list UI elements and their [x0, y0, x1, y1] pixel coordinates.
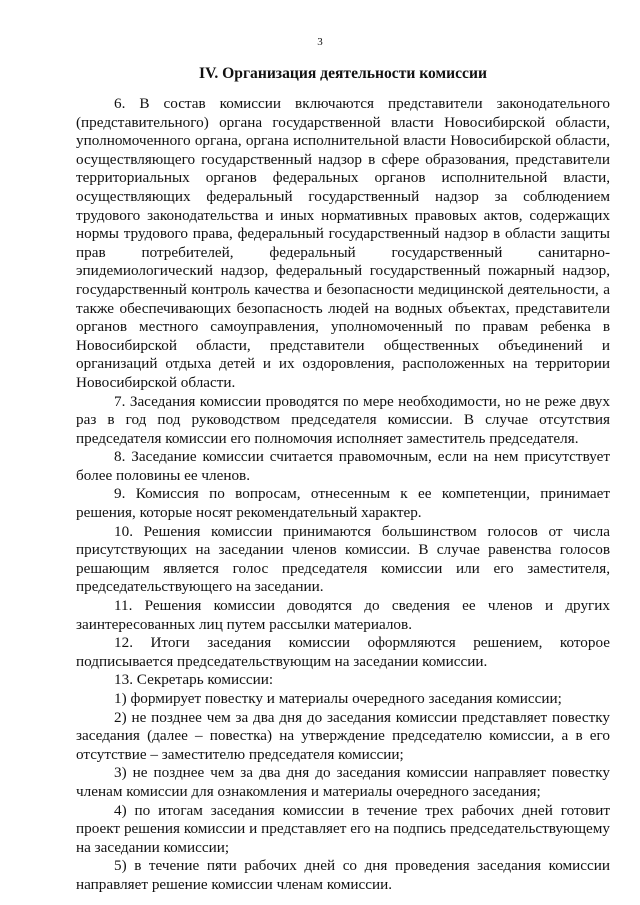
paragraph-11: 11. Решения комиссии доводятся до сведения ее членов и других заинтересованных лиц путем рассылки материалов.	[76, 597, 610, 633]
paragraph-13: 13. Секретарь комиссии:	[114, 671, 274, 689]
paragraph-6: 6. В состав комиссии включаются представители законодательного (представительного) органа государственной власти Новосибирской области, уполномоченного органа, органа исполнительной власти Новосибирской области, осуществляющего государственный надзор в сфере образования, представители территориальных органов федеральных органов исполнительной власти, осуществляющих федеральный государственный надзор за соблюдением трудового законодательства и иных нормативных правовых актов, содержащих нормы трудового права, федеральный государственный надзор в области защиты прав потребителей, федеральный государственный санитарно-эпидемиологический надзор, федеральный государственный пожарный надзор, государственный контроль качества и безопасности медицинской деятельности, а также обеспечивающих безопасность людей на водных объектах, представители органов местного самоуправления, уполномоченный по правам ребенка в Новосибирской области, представители общественных объединений и организаций отдыха детей и их оздоровления, расположенных на территории Новосибирской области.	[76, 95, 610, 391]
document-body	[76, 95, 610, 895]
list-item-2: 2) не позднее чем за два дня до заседания комиссии представляет повестку заседания (далее – повестка) на утверждение председателю комиссии, а в его отсутствие – заместителю председателя комиссии;	[76, 708, 610, 763]
list-item-3: 3) не позднее чем за два дня до заседания комиссии направляет повестку членам комиссии для ознакомления и материалы очередного заседания;	[76, 764, 610, 800]
list-item-1: 1) формирует повестку и материалы очередного заседания комиссии;	[114, 690, 562, 707]
list-item-4: 4) по итогам заседания комиссии в течение трех рабочих дней готовит проект решения комиссии и представляет его на подпись председательствующему на заседании комиссии;	[76, 801, 610, 856]
paragraph-12: 12. Итоги заседания комиссии оформляются решением, которое подписывается председательствующим на заседании комиссии.	[76, 634, 610, 670]
paragraph-7: 7. Заседания комиссии проводятся по мере необходимости, но не реже двух раз в год под руководством председателя комиссии. В случае отсутствия председателя комиссии его полномочия исполняет заместитель председателя.	[76, 392, 610, 447]
page-number: 3	[317, 36, 323, 48]
paragraph-9: 9. Комиссия по вопросам, отнесенным к ее компетенции, принимает решения, которые носят рекомендательный характер.	[76, 485, 610, 522]
paragraph-8: 8. Заседание комиссии считается правомочным, если на нем присутствует более половины ее членов.	[76, 448, 610, 484]
section-title: IV. Организация деятельности комиссии	[199, 65, 487, 82]
paragraph-10: 10. Решения комиссии принимаются большинством голосов от числа присутствующих на заседании членов комиссии. В случае равенства голосов решающим является голос председателя комиссии или его заместителя, председательствующего на заседании.	[76, 522, 610, 596]
list-item-5: 5) в течение пяти рабочих дней со дня проведения заседания комиссии направляет решение комиссии членам комиссии.	[76, 857, 610, 893]
